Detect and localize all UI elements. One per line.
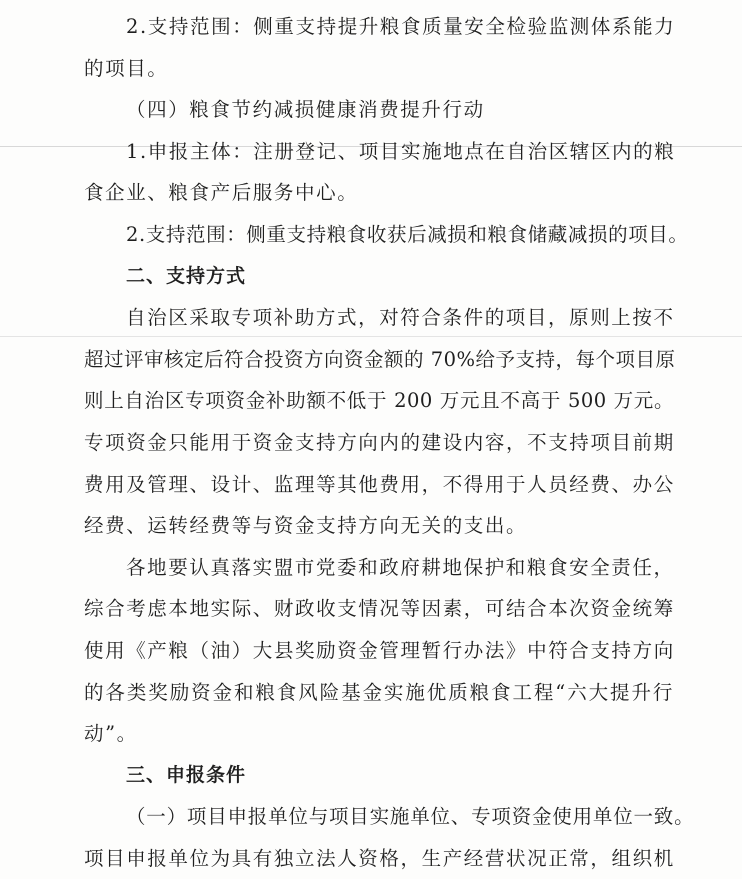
paragraph-line: 费用及管理、设计、监理等其他费用，不得用于人员经费、办公 [84,472,675,496]
paragraph-line: 的项目。 [84,56,169,80]
paragraph-line: 食企业、粮食产后服务中心。 [84,181,359,205]
paragraph-line: 综合考虑本地实际、财政收支情况等因素，可结合本次资金统筹 [84,597,675,621]
subsection-heading: （四）粮食节约减损健康消费提升行动 [126,98,485,122]
paragraph-line: 2.支持范围：侧重支持粮食收获后减损和粮食储藏减损的项目。 [126,222,689,246]
section-heading: 三、申报条件 [126,763,247,786]
paragraph-line: 使用《产粮（油）大县奖励资金管理暂行办法》中符合支持方向 [84,638,675,662]
paragraph-line: （一）项目申报单位与项目实施单位、专项资金使用单位一致。 [126,805,695,829]
paragraph-line: 的各类奖励资金和粮食风险基金实施优质粮食工程“六大提升行 [84,680,674,704]
paragraph-line: 专项资金只能用于资金支持方向内的建设内容，不支持项目前期 [84,430,675,454]
paragraph-line: 自治区采取专项补助方式，对符合条件的项目，原则上按不 [126,306,675,330]
paragraph-line: 2.支持范围：侧重支持提升粮食质量安全检验监测体系能力 [126,15,676,38]
paragraph-line: 项目申报单位为具有独立法人资格，生产经营状况正常，组织机 [84,846,675,870]
paragraph-line: 动”。 [84,722,138,746]
document-page [84,6,695,879]
paragraph-line: 超过评审核定后符合投资方向资金额的 70%给予支持，每个项目原 [84,347,676,371]
paragraph-line: 则上自治区专项资金补助额不低于 200 万元且不高于 500 万元。 [84,389,674,413]
paragraph-line: 各地要认真落实盟市党委和政府耕地保护和粮食安全责任， [126,555,675,579]
section-heading: 二、支持方式 [126,264,247,287]
paragraph-line: 1.申报主体：注册登记、项目实施地点在自治区辖区内的粮 [126,139,676,163]
paragraph-line: 经费、运转经费等与资金支持方向无关的支出。 [84,514,528,538]
